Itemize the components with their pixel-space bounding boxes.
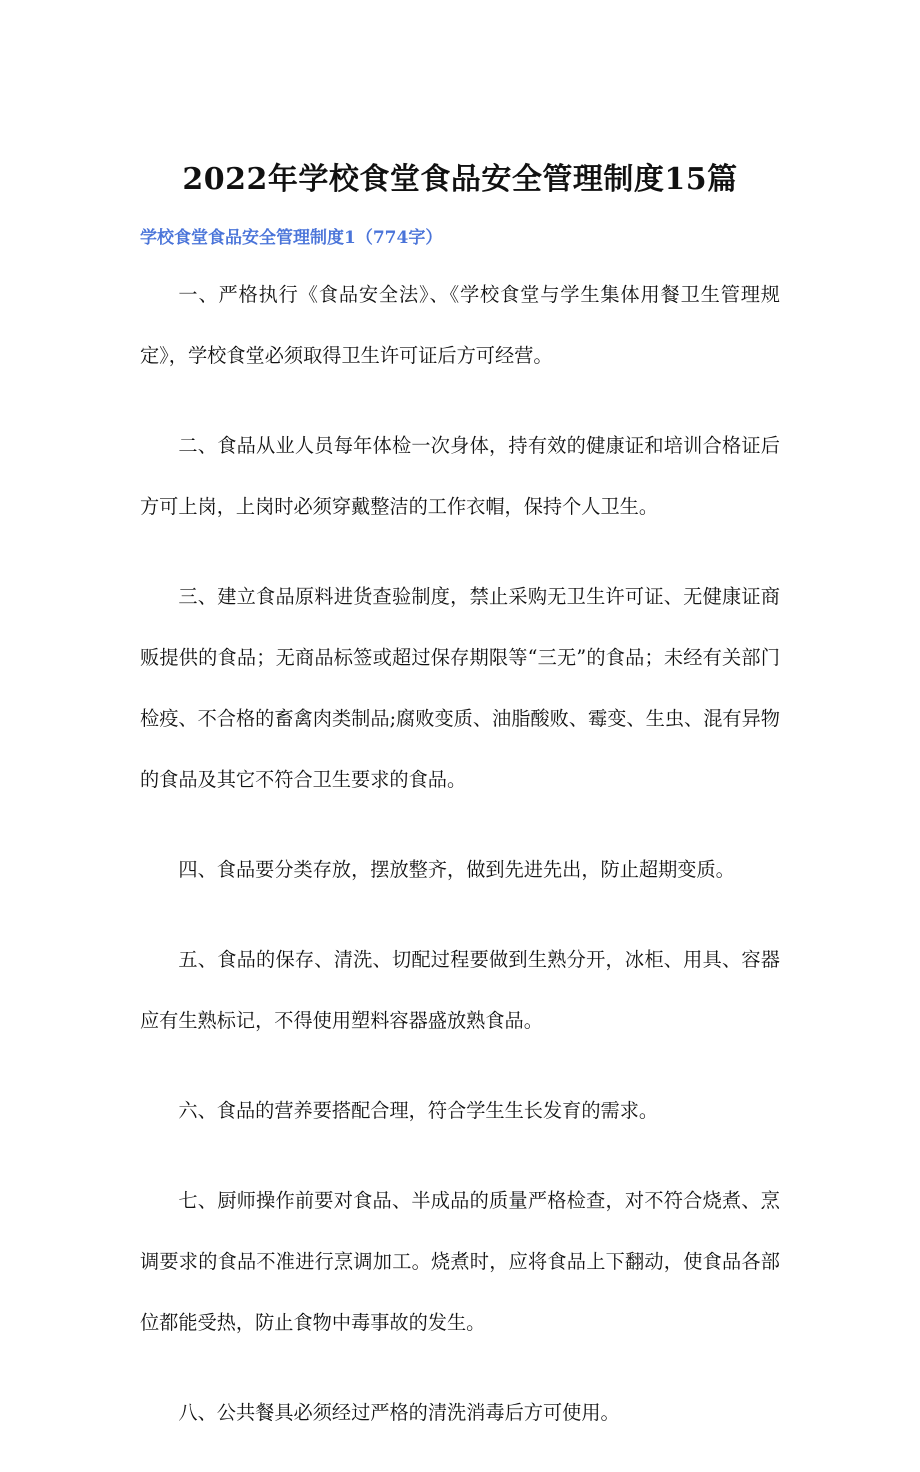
paragraph-5: 五、食品的保存、清洗、切配过程要做到生熟分开，冰柜、用具、容器应有生熟标记，不得使用塑料容器盛放熟食品。 [140, 948, 780, 1032]
paragraph-6: 六、食品的营养要搭配合理，符合学生生长发育的需求。 [178, 1099, 659, 1122]
paragraph-4: 四、食品要分类存放，摆放整齐，做到先进先出，防止超期变质。 [178, 858, 735, 881]
paragraph-1: 一、严格执行《食品安全法》、《学校食堂与学生集体用餐卫生管理规定》，学校食堂必须取得卫生许可证后方可经营。 [140, 283, 780, 367]
paragraph-8: 八、公共餐具必须经过严格的清洗消毒后方可使用。 [178, 1401, 620, 1424]
paragraph-2: 二、食品从业人员每年体检一次身体，持有效的健康证和培训合格证后方可上岗，上岗时必须穿戴整洁的工作衣帽，保持个人卫生。 [140, 434, 780, 518]
paragraph-3: 三、建立食品原料进货查验制度，禁止采购无卫生许可证、无健康证商贩提供的食品；无商品标签或超过保存期限等“三无”的食品；未经有关部门检疫、不合格的畜禽肉类制品;腐败变质、油脂酸败、霉变、生虫、混有异物的食品及其它不符合卫生要求的食品。 [140, 585, 780, 791]
document-body [140, 264, 780, 1472]
paragraph-7: 七、厨师操作前要对食品、半成品的质量严格检查，对不符合烧煮、烹调要求的食品不准进行烹调加工。烧煮时，应将食品上下翻动，使食品各部位都能受热，防止食物中毒事故的发生。 [140, 1189, 780, 1334]
document-title: 2022年学校食堂食品安全管理制度15篇 [182, 162, 738, 198]
section-heading: 学校食堂食品安全管理制度1（774字） [140, 228, 443, 248]
